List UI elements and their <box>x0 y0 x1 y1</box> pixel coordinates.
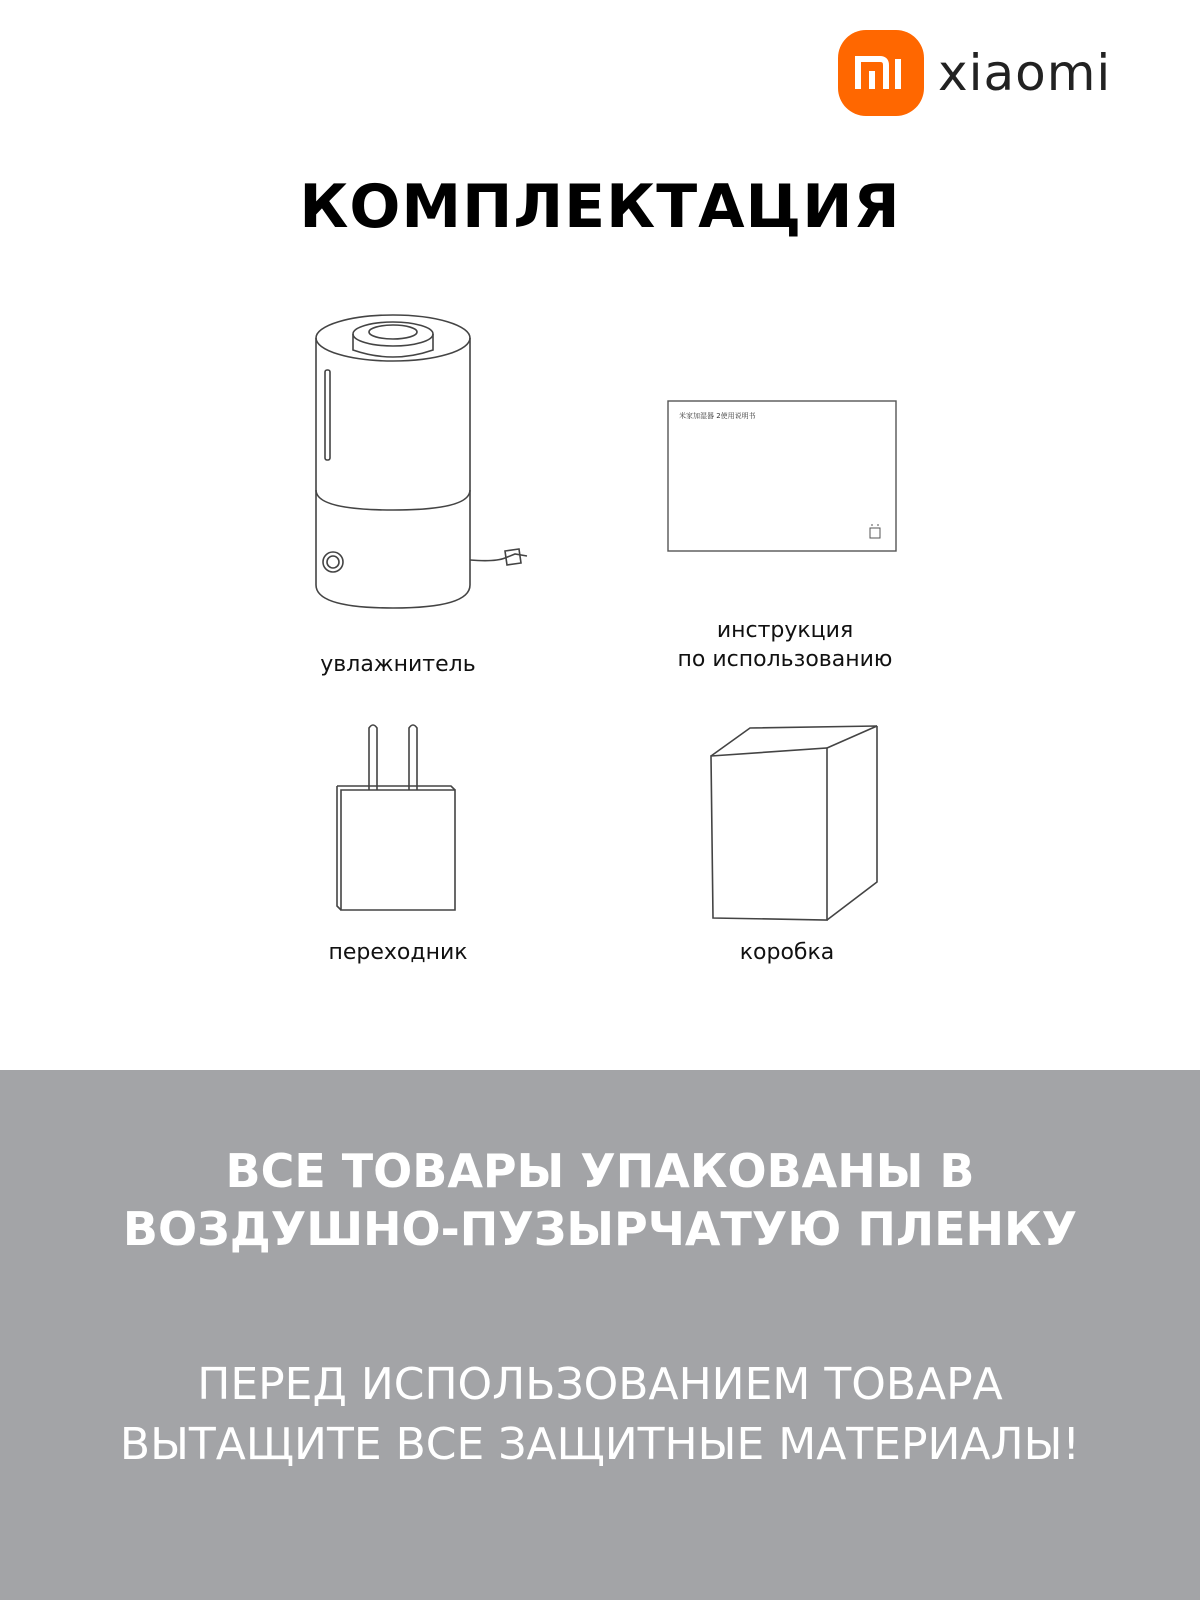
notice-banner <box>0 1070 1200 1600</box>
page-title: КОМПЛЕКТАЦИЯ <box>299 172 901 242</box>
humidifier-icon <box>305 300 545 620</box>
item-label-manual: инструкция по использованию <box>677 618 893 672</box>
brand-wordmark: xiaomi <box>938 44 1112 102</box>
manual-cover-text: 米家加湿器 2使用说明书 <box>679 412 756 420</box>
item-label-humidifier: увлажнитель <box>320 652 476 677</box>
item-label-adapter: переходник <box>328 940 468 965</box>
notice-remove-materials: ПЕРЕД ИСПОЛЬЗОВАНИЕМ ТОВАРА ВЫТАЩИТЕ ВСЕ ЗАЩИТНЫЕ МАТЕРИАЛЫ! <box>119 1359 1081 1470</box>
mi-logo-icon <box>838 30 924 116</box>
notice-packaging: ВСЕ ТОВАРЫ УПАКОВАНЫ В ВОЗДУШНО-ПУЗЫРЧАТУЮ ПЛЕНКУ <box>122 1144 1078 1256</box>
item-label-box: коробка <box>739 940 835 965</box>
manual-icon <box>665 398 899 554</box>
brand-logo <box>838 30 1111 116</box>
box-icon <box>705 720 885 925</box>
adapter-icon <box>335 720 465 920</box>
